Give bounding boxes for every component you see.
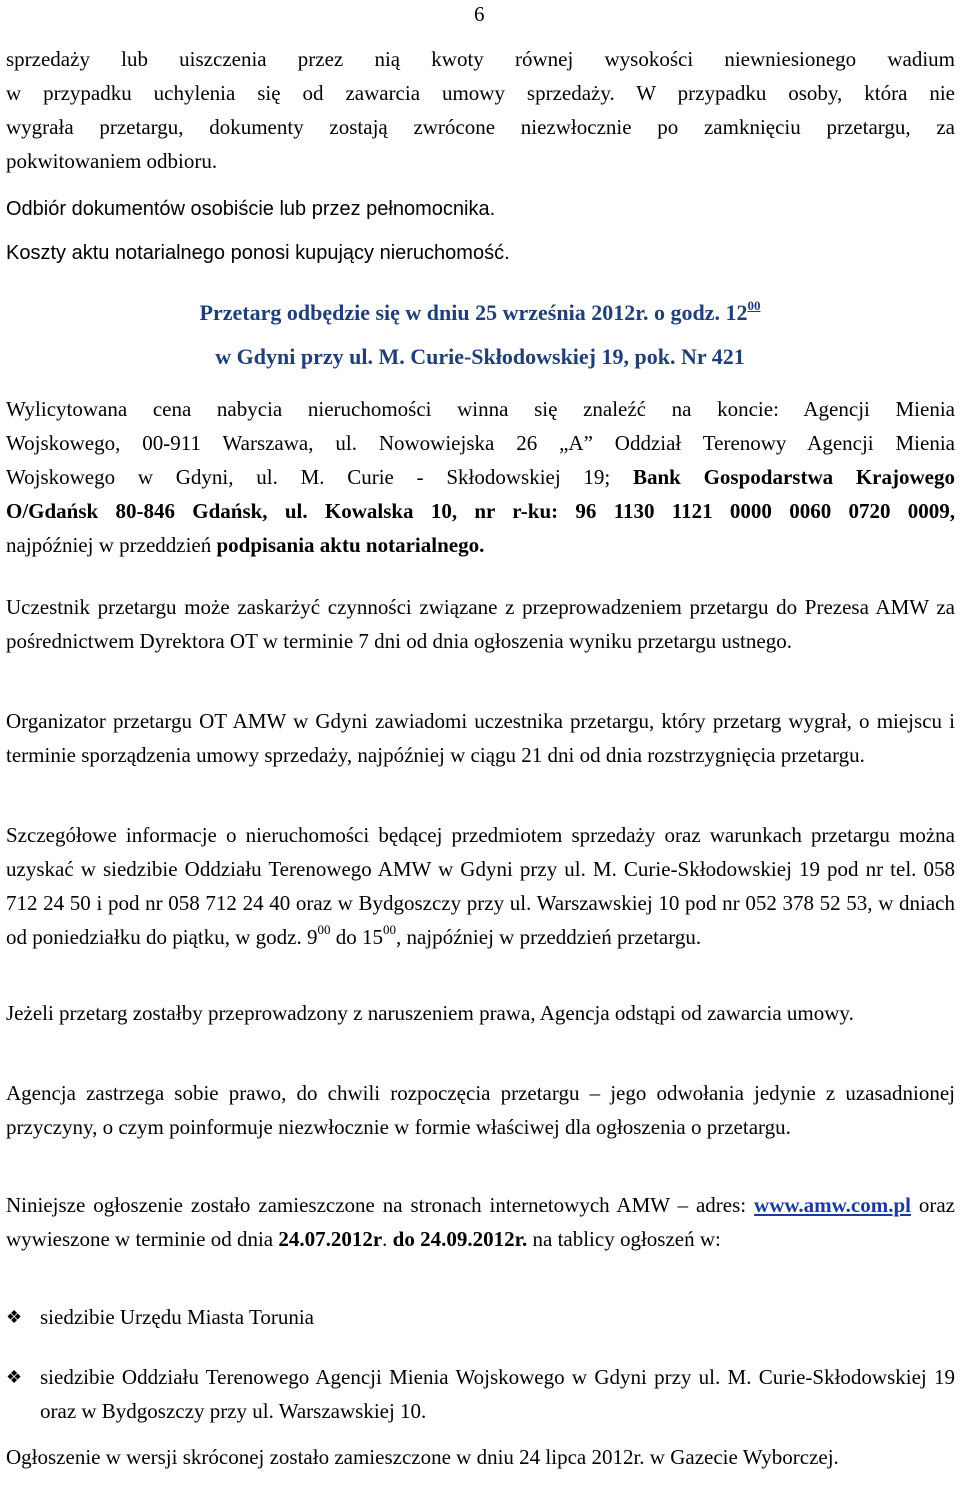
paragraph-document-pickup: Odbiór dokumentów osobiście lub przez pełnomocnika. — [6, 198, 496, 220]
text-line: Wojskowego, 00-911 Warszawa, ul. Nowowiejska 26 „A” Oddział Terenowy Agencji Mienia — [6, 431, 955, 455]
paragraph-violation: Jeżeli przetarg zostałby przeprowadzony z naruszeniem prawa, Agencja odstąpi od zawarcia umowy. — [6, 1001, 854, 1025]
amw-website-link[interactable]: www.amw.com.pl — [754, 1193, 911, 1217]
text-line: Wojskowego w Gdyni, ul. M. Curie - Skłodowskiej 19; Bank Gospodarstwa Krajowego — [6, 465, 955, 489]
paragraph-publication: Niniejsze ogłoszenie zostało zamieszczone na stronach internetowych AMW – adres: www.amw.com.pl oraz wywieszone w terminie od dnia 24.07.2012r. do 24.09.2012r. na tablicy ogłoszeń w: — [6, 1193, 956, 1251]
paragraph-reserve: Agencja zastrzega sobie prawo, do chwili rozpoczęcia przetargu – jego odwołania jedynie z uzasadnionej przyczyny, o czym poinformuje niezwłocznie w formie właściwej dla ogłoszenia o przetargu. — [6, 1081, 955, 1139]
diamond-bullet-icon: ❖ — [6, 1367, 23, 1387]
list-item: ❖ siedzibie Urzędu Miasta Torunia — [6, 1300, 955, 1334]
bank-name: Bank Gospodarstwa Krajowego — [633, 465, 955, 489]
text-line: sprzedaży lub uiszczenia przez nią kwoty równej wysokości niewniesionego wadium — [6, 47, 955, 71]
text-line: w przypadku uchylenia się od zawarcia umowy sprzedaży. W przypadku osoby, która nie — [6, 81, 955, 105]
paragraph-appeal: Uczestnik przetargu może zaskarżyć czynności związane z przeprowadzeniem przetargu do Prezesa AMW za pośrednictwem Dyrektora OT w terminie 7 dni od dnia ogłoszenia wyniku przetargu ustnego. — [6, 595, 955, 653]
paragraph-organizer: Organizator przetargu OT AMW w Gdyni zawiadomi uczestnika przetargu, który przetarg wygrał, o miejscu i terminie sporządzenia umowy sprzedaży, najpóźniej w ciągu 21 dni od dnia rozstrzygnięcia przetargu. — [6, 709, 955, 767]
page-number: 6 — [474, 2, 485, 26]
diamond-bullet-icon: ❖ — [6, 1307, 23, 1327]
paragraph-newspaper: Ogłoszenie w wersji skróconej zostało zamieszczone w dniu 24 lipca 2012r. w Gazecie Wyborczej. — [6, 1445, 839, 1469]
list-item: ❖ siedzibie Oddziału Terenowego Agencji Mienia Wojskowego w Gdyni przy ul. M. Curie-Skłodowskiej 19 oraz w Bydgoszczy przy ul. Warszawskiej 10. — [6, 1360, 955, 1428]
text-line: pokwitowaniem odbioru. — [6, 149, 218, 173]
auction-location-heading: w Gdyni przy ul. M. Curie-Skłodowskiej 19, pok. Nr 421 — [215, 344, 745, 369]
auction-date-heading: Przetarg odbędzie się w dniu 25 września 2012r. o godz. $12^{00}$ — [199, 298, 761, 325]
text-line — [6, 494, 955, 528]
paragraph-details: Szczegółowe informacje o nieruchomości będącej przedmiotem sprzedaży oraz warunkach przetargu można uzyskać w siedzibie Oddziału Terenowego AMW w Gdyni przy ul. M. Curie-Skłodowskiej 19 pod nr tel. 058 712 24 50 i pod nr 058 712 24 40 oraz w Bydgoszczy przy ul. Warszawskiej 10 pod nr 052 378 52 53, w dniach od poniedziałku do piątku, w godz. $9^{00}$ do $15^{00}$, najpóźniej w przeddzień przetargu. — [6, 823, 955, 949]
text-line: wygrała przetargu, dokumenty zostają zwrócone niezwłocznie po zamknięciu przetargu, za — [6, 115, 955, 139]
paragraph-notary-costs: Koszty aktu notarialnego ponosi kupujący nieruchomość. — [6, 242, 510, 264]
text-line: najpóźniej w przeddzień podpisania aktu notarialnego. — [6, 533, 485, 557]
text-line: Wylicytowana cena nabycia nieruchomości winna się znaleźć na koncie: Agencji Mienia — [6, 397, 955, 421]
bank-account: O/Gdańsk 80-846 Gdańsk, ul. Kowalska 10, nr r-ku: 96 1130 1121 0000 0060 0720 0009, — [6, 499, 955, 523]
